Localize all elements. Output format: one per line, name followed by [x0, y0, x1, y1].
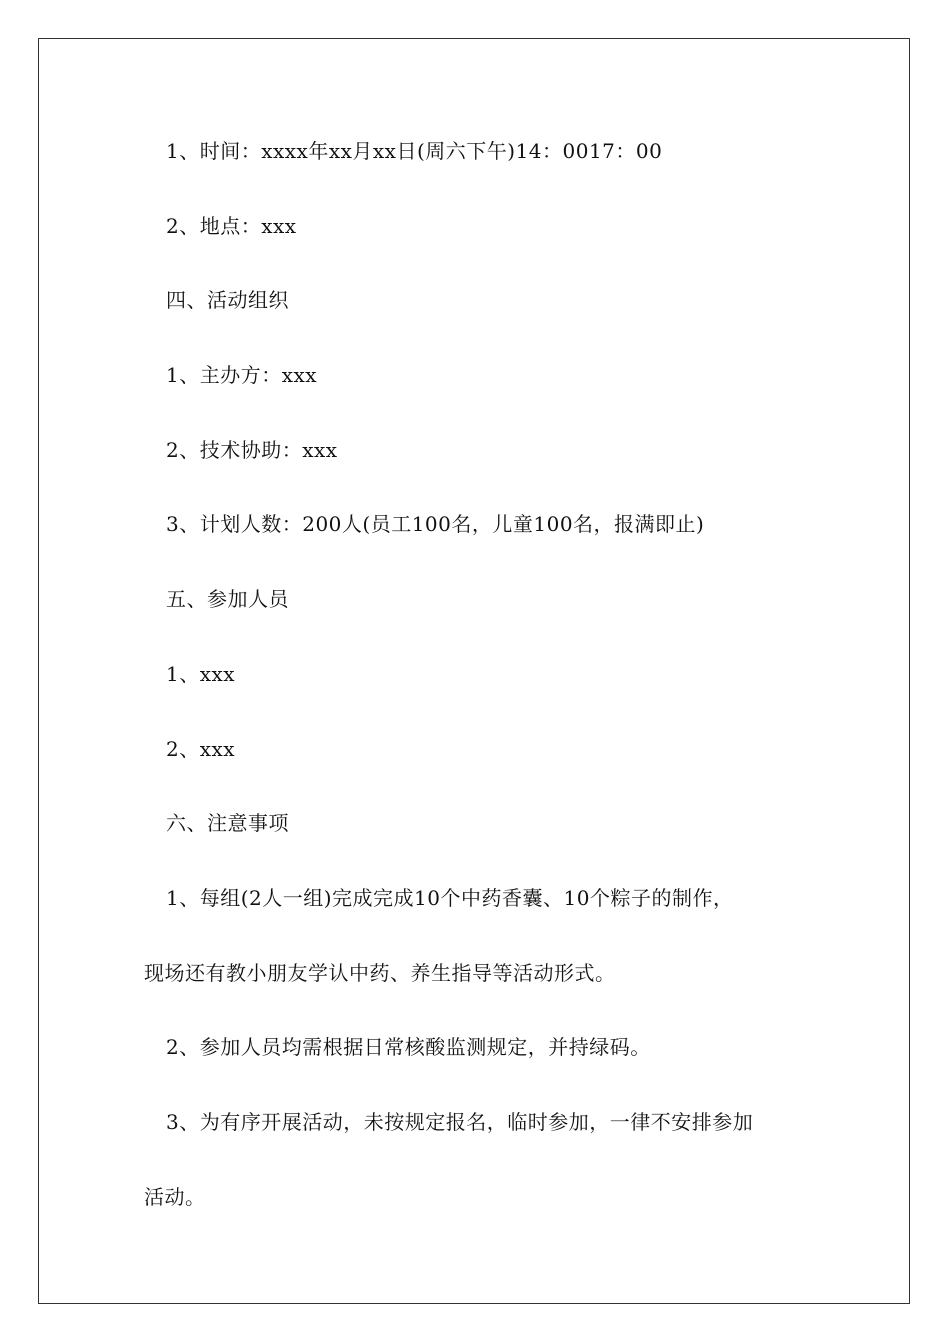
- participant-item: 1、xxx: [166, 662, 236, 686]
- note-item-1: 1、每组(2人一组)完成完成10个中药香囊、10个粽子的制作，: [166, 886, 734, 910]
- planned-count-line: 3、计划人数：200人(员工100名，儿童100名，报满即止): [166, 512, 705, 536]
- section-heading-participants: 五、参加人员: [166, 587, 289, 611]
- location-line: 2、地点：xxx: [166, 214, 297, 238]
- note-item-3: 3、为有序开展活动，未按规定报名，临时参加，一律不安排参加: [166, 1110, 754, 1134]
- tech-support-line: 2、技术协助：xxx: [166, 438, 338, 462]
- note-item-3-continued: 活动。: [144, 1185, 206, 1209]
- note-item-2: 2、参加人员均需根据日常核酸监测规定，并持绿码。: [166, 1035, 651, 1059]
- organizer-line: 1、主办方：xxx: [166, 363, 318, 387]
- time-line: 1、时间：xxxx年xx月xx日(周六下午)14：0017：00: [166, 139, 663, 163]
- participant-item: 2、xxx: [166, 737, 236, 761]
- note-item-1-continued: 现场还有教小朋友学认中药、养生指导等活动形式。: [144, 961, 616, 985]
- section-heading-organization: 四、活动组织: [166, 288, 289, 312]
- section-heading-notes: 六、注意事项: [166, 811, 289, 835]
